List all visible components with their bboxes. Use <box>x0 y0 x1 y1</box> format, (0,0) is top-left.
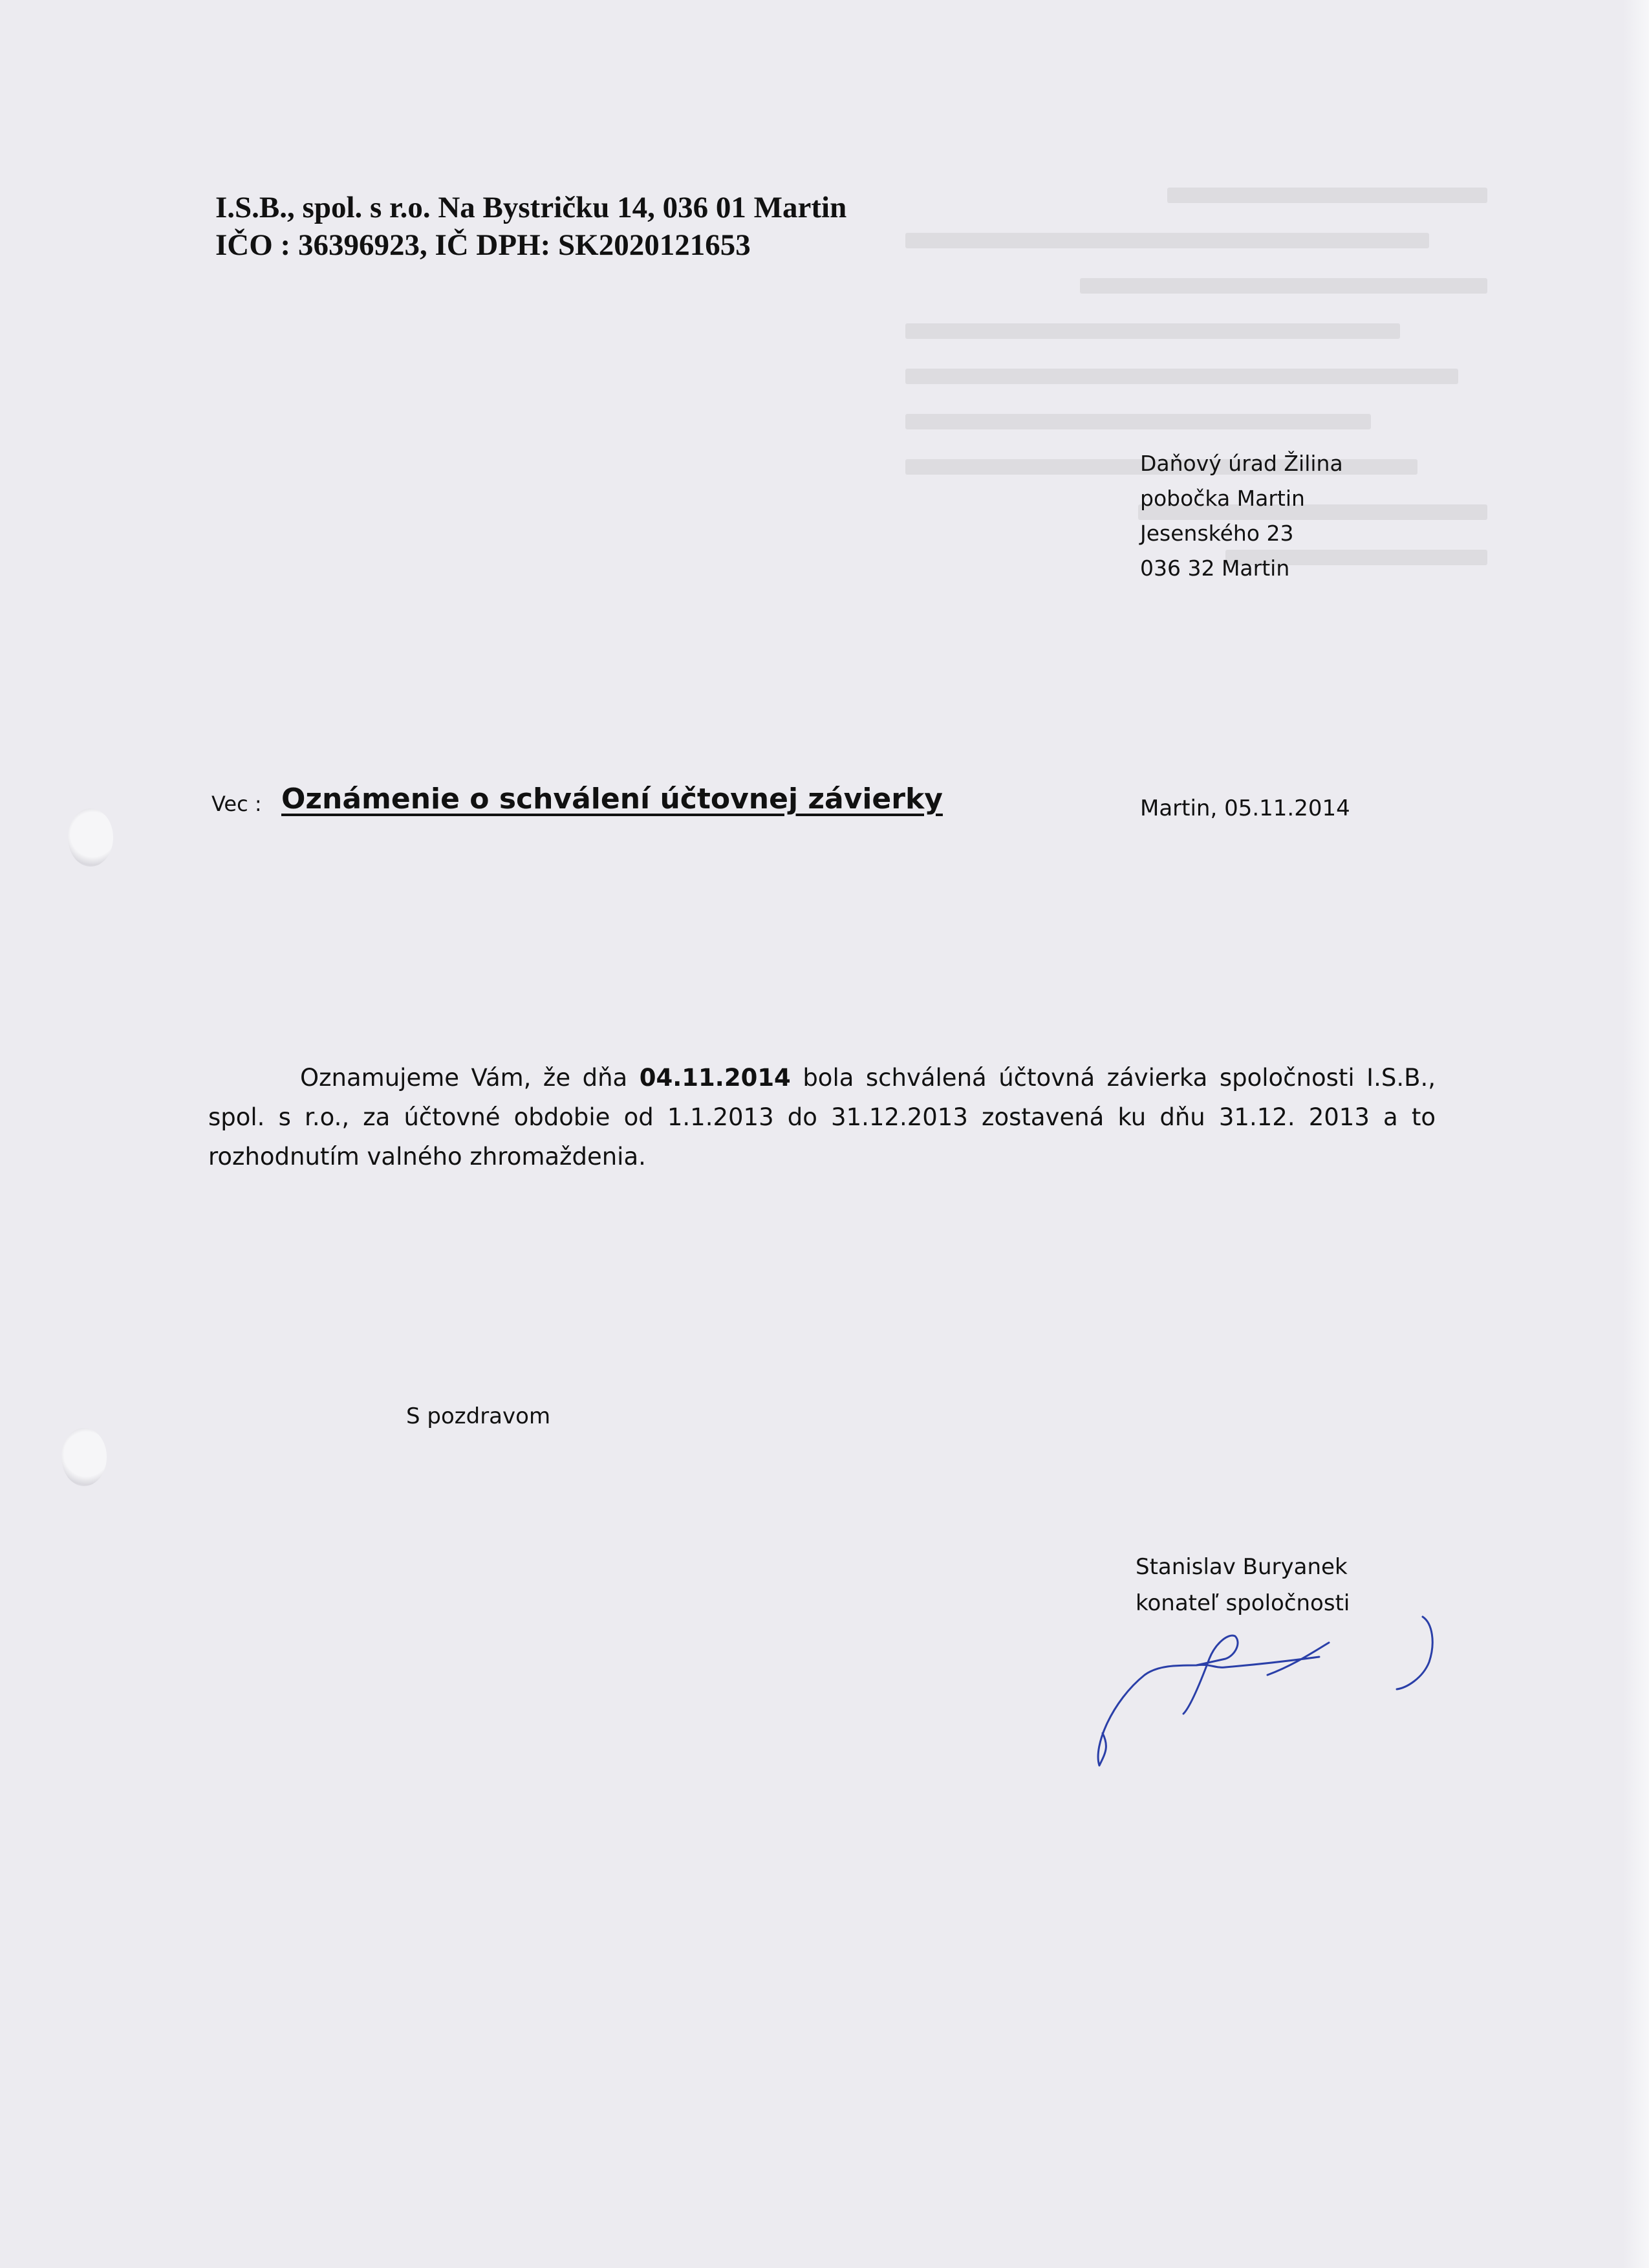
recipient-street: Jesenského 23 <box>1140 521 1294 546</box>
subject-title: Oznámenie o schválení účtovnej závierky <box>281 783 943 815</box>
recipient-branch: pobočka Martin <box>1140 486 1305 511</box>
recipient-city: 036 32 Martin <box>1140 556 1290 581</box>
sender-line-2: IČO : 36396923, IČ DPH: SK2020121653 <box>215 228 751 262</box>
page-edge-shadow <box>1623 0 1649 2268</box>
recipient-address <box>1140 446 1343 586</box>
body-text-after: bola schválená účtovná závierka spoločnosti I.S.B., spol. s r.o., za účtovné obdobie od 1.1.2013 do 31.12.2013 zostavená ku dňu 31.12. 2013 a to rozhodnutím valného zhromaždenia. <box>208 1064 1436 1171</box>
letter-date: Martin, 05.11.2014 <box>1140 795 1350 821</box>
sender-header <box>215 189 846 264</box>
punch-hole-bottom <box>61 1428 107 1486</box>
signer-name: Stanislav Buryanek <box>1136 1554 1348 1580</box>
punch-hole-top <box>68 808 113 867</box>
signer-title: konateľ spoločnosti <box>1136 1590 1350 1616</box>
subject-label: Vec : <box>211 792 262 816</box>
body-text-before: Oznamujeme Vám, že dňa <box>300 1064 640 1092</box>
handwritten-signature <box>1086 1604 1461 1785</box>
body-approval-date: 04.11.2014 <box>639 1064 791 1092</box>
closing-salutation: S pozdravom <box>406 1403 551 1429</box>
reverse-side-bleed-through <box>905 188 1487 679</box>
subject-row <box>211 783 1375 834</box>
recipient-name: Daňový úrad Žilina <box>1140 451 1343 476</box>
letter-body <box>208 1058 1436 1176</box>
sender-line-1: I.S.B., spol. s r.o. Na Bystričku 14, 036 01 Martin <box>215 191 847 224</box>
